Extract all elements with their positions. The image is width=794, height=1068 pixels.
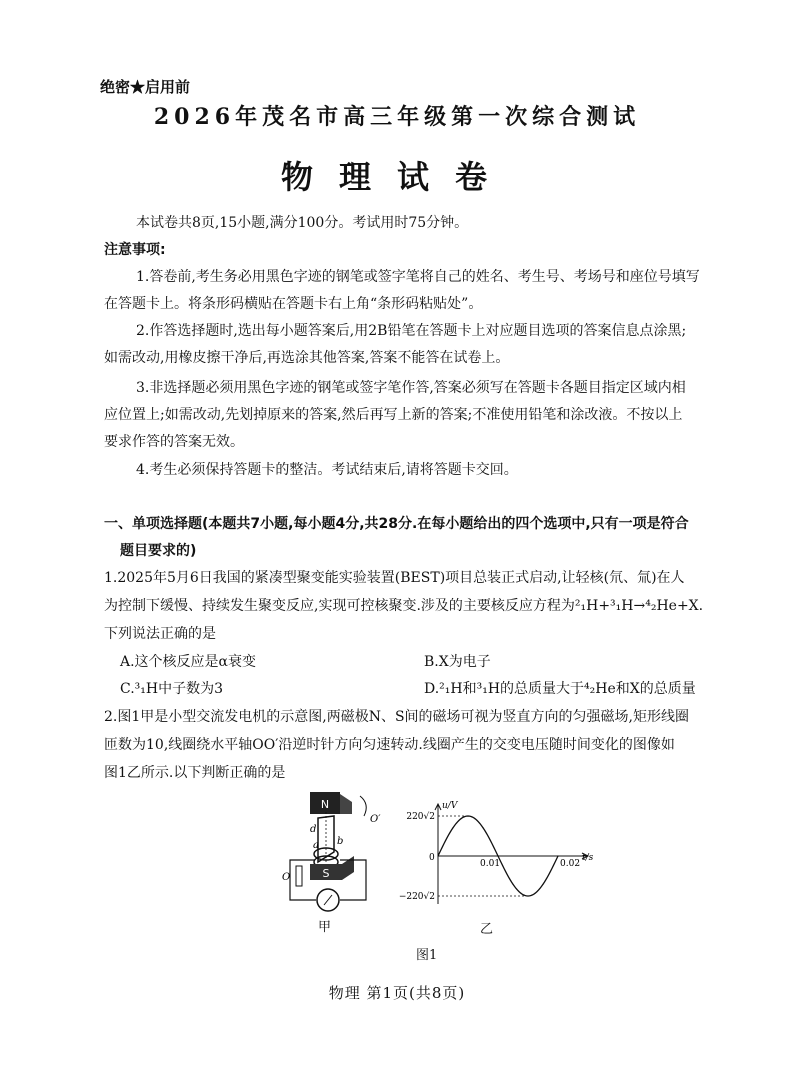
- note-3-line-1: 3.非选择题必须用黑色字迹的钢笔或签字笔作答,答案必须写在答题卡各题目指定区域内相: [136, 380, 686, 396]
- intro-text: 本试卷共8页,15小题,满分100分。考试用时75分钟。: [136, 215, 469, 231]
- secret-mark: 绝密★启用前: [100, 78, 191, 96]
- data-point: [452, 827, 453, 828]
- q1-line-3: 下列说法正确的是: [104, 626, 216, 642]
- data-point: [542, 884, 543, 885]
- notes-heading: 注意事项:: [104, 242, 166, 258]
- q1-option-c: C.³₁H中子数为3: [120, 681, 224, 697]
- note-3-line-3: 要求作答的答案无效。: [104, 434, 244, 450]
- note-2-line-1: 2.作答选择题时,选出每小题答案后,用2B铅笔在答题卡上对应题目选项的答案信息点涂黑;: [136, 323, 687, 339]
- section-1-heading-cont: 题目要求的): [120, 543, 197, 559]
- pole-n-label: N: [320, 798, 330, 811]
- magnet-n-side: [340, 794, 352, 814]
- x-tick-label: 0.01: [480, 859, 501, 869]
- coil-b-label: b: [337, 836, 344, 847]
- x-tick-label: 0.02: [560, 859, 581, 869]
- q2-line-1: 2.图1甲是小型交流发电机的示意图,两磁极N、S间的磁场可视为竖直方向的匀强磁场,矩形线圈: [104, 709, 690, 725]
- origin-label: 0: [429, 853, 435, 863]
- y-tick-label-max: 220√2: [406, 812, 435, 822]
- data-point: [482, 827, 483, 828]
- data-point: [512, 884, 513, 885]
- note-1-line-1: 1.答卷前,考生务必用黑色字迹的钢笔或签字笔将自己的姓名、考生号、考场号和座位号填写: [136, 269, 700, 285]
- coil-frame: [318, 816, 334, 862]
- coil-d-label: d: [310, 824, 317, 835]
- y-tick-label-min: −220√2: [398, 892, 435, 902]
- q2-line-2: 匝数为10,线圈绕水平轴OO′沿逆时针方向匀速转动.线圈产生的交变电压随时间变化的图像如: [104, 737, 675, 753]
- subject-title: 物理试卷: [280, 158, 513, 196]
- q1-option-b: B.X为电子: [424, 654, 491, 670]
- exam-title: 2026年茂名市高三年级第一次综合测试: [153, 104, 641, 130]
- axis-o-prime-label: O′: [370, 814, 381, 825]
- note-2-line-2: 如需改动,用橡皮擦干净后,再选涂其他答案,答案不能答在试卷上。: [104, 350, 510, 366]
- data-point: [557, 855, 558, 856]
- figure-caption: 图1: [416, 948, 438, 963]
- q1-line-2: 为控制下缓慢、持续发生聚变反应,实现可控核聚变.涉及的主要核反应方程为²₁H+³₁H→⁴₂He+X.: [104, 598, 704, 614]
- generator-diagram: [270, 782, 390, 930]
- q2-line-3: 图1乙所示.以下判断正确的是: [104, 765, 286, 781]
- q1-option-a: A.这个核反应是α衰变: [120, 654, 257, 670]
- figure-jia-label: 甲: [318, 920, 332, 935]
- x-axis-label: t/s: [582, 853, 594, 863]
- data-point: [497, 855, 498, 856]
- figure-yi-label: 乙: [480, 922, 494, 937]
- rotation-arrow: [360, 796, 366, 816]
- q1-option-d: D.²₁H和³₁H的总质量大于⁴₂He和X的总质量: [424, 681, 696, 697]
- note-3-line-2: 应位置上;如需改动,先划掉原来的答案,然后再写上新的答案;不准使用铅笔和涂改液。不按以上: [104, 407, 683, 423]
- resistor: [296, 866, 302, 886]
- note-4-line-1: 4.考生必须保持答题卡的整洁。考试结束后,请将答题卡交回。: [136, 462, 518, 478]
- q1-line-1: 1.2025年5月6日我国的紧凑型聚变能实验装置(BEST)项目总装正式启动,让轻核(氘、氚)在人: [104, 570, 685, 586]
- axis-o-label: O: [282, 872, 291, 883]
- voltage-time-chart: [390, 796, 600, 916]
- note-1-line-2: 在答题卡上。将条形码横贴在答题卡右上角“条形码粘贴处”。: [104, 296, 483, 312]
- pole-s-label: S: [322, 867, 330, 880]
- data-point: [437, 855, 438, 856]
- section-1-heading: 一、单项选择题(本题共7小题,每小题4分,共28分.在每小题给出的四个选项中,只有一项是符合: [104, 516, 689, 532]
- coil-a-label: a: [313, 840, 319, 851]
- y-axis-label: u/V: [442, 801, 458, 811]
- page-footer: 物理 第1页(共8页): [328, 984, 466, 1002]
